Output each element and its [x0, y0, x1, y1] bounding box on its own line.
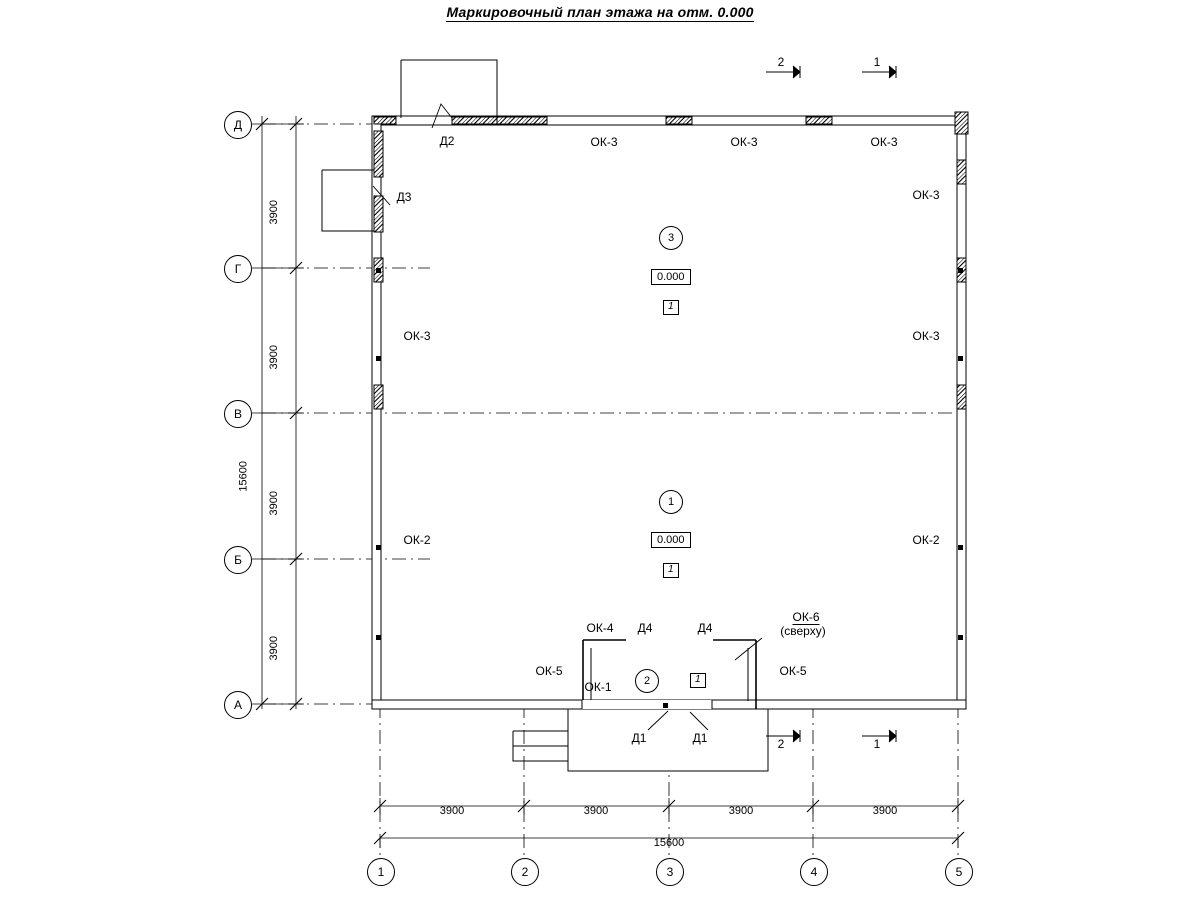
dim-bottom-3: 3900	[728, 805, 754, 817]
dim-left-total: 15600	[237, 461, 250, 492]
section-mark-bottom-2: 2	[777, 737, 785, 751]
axis-bubble-1	[367, 858, 395, 886]
axis-bubble-3	[656, 858, 684, 886]
window-tag-ok3-top-1: ОК-3	[590, 135, 618, 149]
axis-bubble-2	[511, 858, 539, 886]
axis-bubble-5	[945, 858, 973, 886]
window-tag-ok6-note: (сверху)	[780, 624, 826, 638]
axis-label: А	[233, 698, 242, 712]
axis-label: 1	[377, 865, 385, 879]
room-elevation-3: 0.000	[651, 269, 691, 285]
door-tag-d3: Д3	[396, 190, 412, 204]
room-mark-3: 1	[663, 300, 679, 315]
room-number-label: 2	[643, 675, 651, 687]
drawing-title: Маркировочный план этажа на отм. 0.000	[446, 4, 754, 20]
window-tag-ok3-left-1: ОК-3	[403, 329, 431, 343]
axis-label: 5	[955, 865, 963, 879]
dim-bottom-4: 3900	[872, 805, 898, 817]
axis-bubble-a	[224, 691, 252, 719]
dim-left-2: 3900	[268, 345, 281, 370]
section-mark-top-2: 2	[777, 55, 785, 69]
door-tag-d4-left: Д4	[637, 621, 653, 635]
axis-label: 4	[810, 865, 818, 879]
room-mark-2: 1	[690, 673, 706, 688]
window-tag-ok3-top-3: ОК-3	[870, 135, 898, 149]
window-tag-ok3-right-1: ОК-3	[912, 188, 940, 202]
axis-label: Д	[233, 118, 243, 132]
window-tag-ok5-left: ОК-5	[535, 664, 563, 678]
room-elevation-1: 0.000	[651, 532, 691, 548]
dim-bottom-1: 3900	[439, 805, 465, 817]
door-tag-d4-right: Д4	[697, 621, 713, 635]
room-number-1	[659, 490, 683, 514]
room-number-label: 1	[667, 496, 675, 508]
window-tag-ok1: ОК-1	[584, 680, 612, 694]
dim-left-3: 3900	[268, 491, 281, 516]
axis-label: 3	[666, 865, 674, 879]
axis-bubble-4	[800, 858, 828, 886]
dim-bottom-total: 15600	[653, 837, 685, 849]
window-tag-ok4: ОК-4	[586, 621, 614, 635]
window-tag-ok3-right-2: ОК-3	[912, 329, 940, 343]
window-tag-ok5-right: ОК-5	[779, 664, 807, 678]
door-tag-d2: Д2	[439, 134, 455, 148]
axis-label: 2	[521, 865, 529, 879]
dim-left-4: 3900	[268, 636, 281, 661]
window-tag-ok6: ОК-6	[792, 610, 820, 624]
dim-bottom-2: 3900	[583, 805, 609, 817]
section-mark-top-1: 1	[873, 55, 881, 69]
axis-bubble-v	[224, 400, 252, 428]
room-number-2	[635, 669, 659, 693]
room-number-3	[659, 226, 683, 250]
room-mark-1: 1	[663, 563, 679, 578]
axis-bubble-b	[224, 546, 252, 574]
door-tag-d1-left: Д1	[631, 731, 647, 745]
room-number-label: 3	[667, 232, 675, 244]
window-tag-ok2-right: ОК-2	[912, 533, 940, 547]
window-tag-ok2-left: ОК-2	[403, 533, 431, 547]
axis-label: Б	[234, 553, 242, 567]
axis-label: В	[233, 407, 242, 421]
door-tag-d1-right: Д1	[692, 731, 708, 745]
axis-label: Г	[234, 262, 242, 276]
dim-left-1: 3900	[268, 200, 281, 225]
section-mark-bottom-1: 1	[873, 737, 881, 751]
axis-bubble-d	[224, 111, 252, 139]
axis-bubble-g	[224, 255, 252, 283]
window-tag-ok3-top-2: ОК-3	[730, 135, 758, 149]
